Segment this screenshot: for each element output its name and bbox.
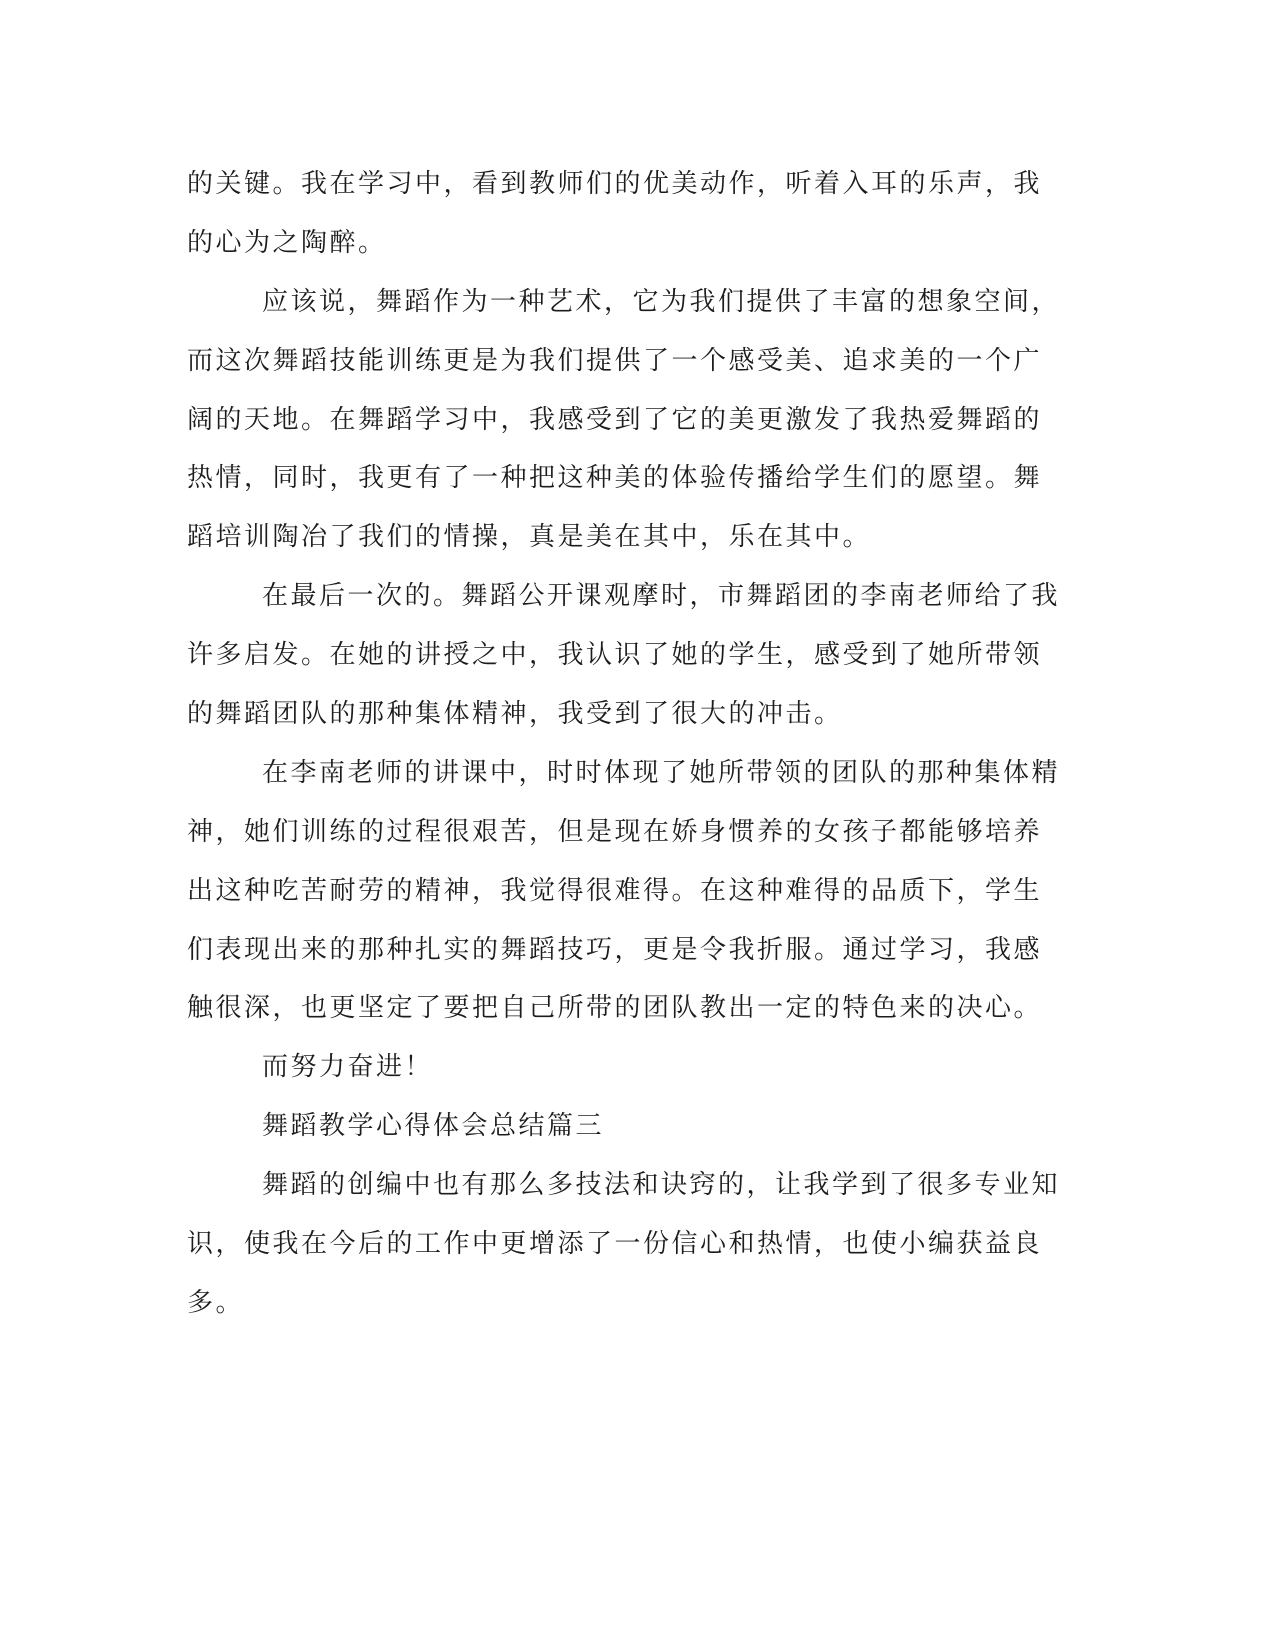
text-line: 触很深，也更坚定了要把自己所带的团队教出一定的特色来的决心。 — [187, 993, 1043, 1024]
paragraph-first-line: 而努力奋进！ — [262, 1052, 434, 1083]
text-line: 许多启发。在她的讲授之中，我认识了她的学生，感受到了她所带领 — [187, 640, 1043, 671]
text-line: 的心为之陶醉。 — [187, 227, 387, 258]
text-line: 而这次舞蹈技能训练更是为我们提供了一个感受美、追求美的一个广 — [187, 345, 1043, 376]
text-line: 的舞蹈团队的那种集体精神，我受到了很大的冲击。 — [187, 699, 843, 730]
document-body — [187, 155, 1077, 1333]
paragraph-first-line: 舞蹈的创编中也有那么多技法和诀窍的，让我学到了很多专业知 — [262, 1170, 1061, 1201]
text-line: 识，使我在今后的工作中更增添了一份信心和热情，也使小编获益良 — [187, 1229, 1043, 1260]
paragraph-first-line: 在李南老师的讲课中，时时体现了她所带领的团队的那种集体精 — [262, 757, 1061, 788]
section-heading: 舞蹈教学心得体会总结篇三 — [262, 1111, 605, 1142]
text-line: 神，她们训练的过程很艰苦，但是现在娇身惯养的女孩子都能够培养 — [187, 816, 1043, 847]
text-line: 蹈培训陶冶了我们的情操，真是美在其中，乐在其中。 — [187, 522, 872, 553]
text-line: 多。 — [187, 1287, 245, 1318]
text-line: 出这种吃苦耐劳的精神，我觉得很难得。在这种难得的品质下，学生 — [187, 875, 1043, 906]
paragraph-first-line: 应该说，舞蹈作为一种艺术，它为我们提供了丰富的想象空间， — [262, 286, 1061, 317]
text-line: 的关键。我在学习中，看到教师们的优美动作，听着入耳的乐声，我 — [187, 169, 1043, 199]
paragraph-first-line: 在最后一次的。舞蹈公开课观摩时，市舞蹈团的李南老师给了我 — [262, 581, 1061, 612]
text-line: 热情，同时，我更有了一种把这种美的体验传播给学生们的愿望。舞 — [187, 463, 1043, 494]
text-line: 阔的天地。在舞蹈学习中，我感受到了它的美更激发了我热爱舞蹈的 — [187, 404, 1043, 435]
text-line: 们表现出来的那种扎实的舞蹈技巧，更是令我折服。通过学习，我感 — [187, 934, 1043, 965]
